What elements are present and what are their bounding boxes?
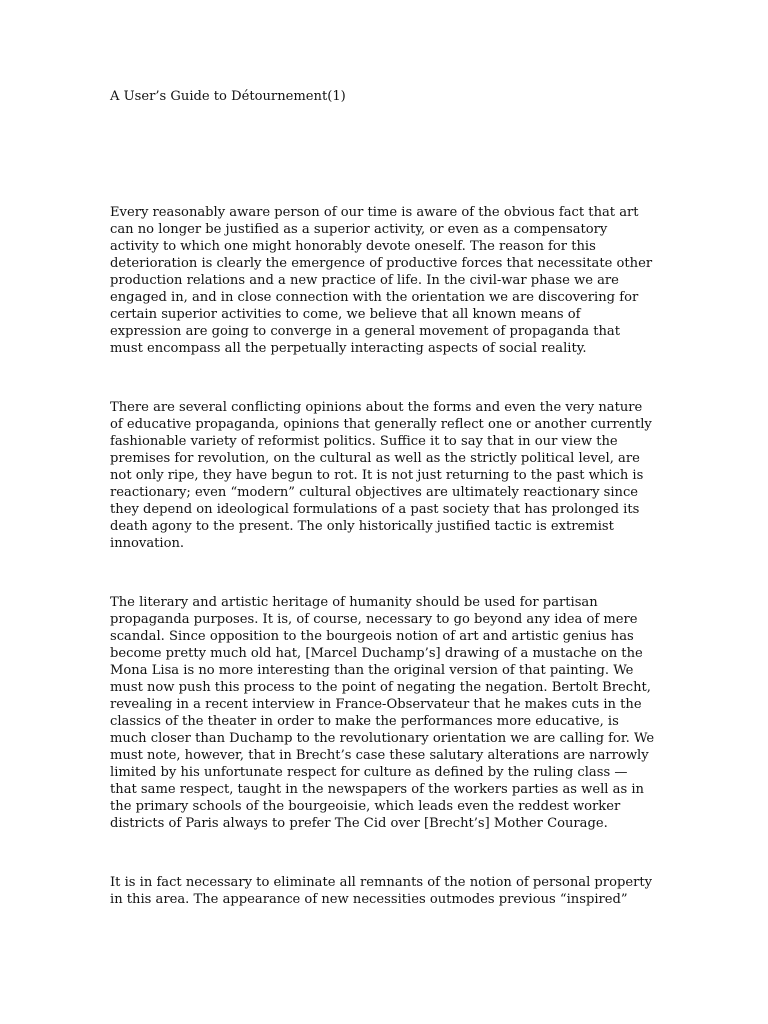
document-title: A User’s Guide to Détournement(1) [110,89,346,104]
paragraph-2: There are several conflicting opinions about the forms and even the very nature of educative propaganda, opinions that generally reflect one or another currently fashionable variety of reformist politics. Suffice it to say that in our view the premises for revolution, on the cultural as well as the strictly political level, are not only ripe, they have begun to rot. It is not just returning to the past which is reactionary; even “modern” cultural objectives are ultimately reactionary since they depend on ideological formulations of a past society that has prolonged its death agony to the present. The only historically justified tactic is extremist innovation. [110,400,652,551]
paragraph-3: The literary and artistic heritage of humanity should be used for partisan propaganda purposes. It is, of course, necessary to go beyond any idea of mere scandal. Since opposition to the bourgeois notion of art and artistic genius has become pretty much old hat, [Marcel Duchamp’s] drawing of a mustache on the Mona Lisa is no more interesting than the original version of that painting. We must now push this process to the point of negating the negation. Bertolt Brecht, revealing in a recent interview in France-Observateur that he makes cuts in the classics of the theater in order to make the performances more educative, is much closer than Duchamp to the revolutionary orientation we are calling for. We must note, however, that in Brecht’s case these salutary alterations are narrowly limited by his unfortunate respect for culture as defined by the ruling class — that same respect, taught in the newspapers of the workers parties as well as in the primary schools of the bourgeoisie, which leads even the reddest worker districts of Paris always to prefer The Cid over [Brecht’s] Mother Courage. [110,595,655,831]
paragraph-4: It is in fact necessary to eliminate all remnants of the notion of personal property in this area. The appearance of new necessities outmodes previous “inspired” [110,875,653,907]
paragraph-1: Every reasonably aware person of our time is aware of the obvious fact that art can no longer be justified as a superior activity, or even as a compensatory activity to which one might honorably devote oneself. The reason for this deterioration is clearly the emergence of productive forces that necessitate other production relations and a new practice of life. In the civil-war phase we are engaged in, and in close connection with the orientation we are discovering for certain superior activities to come, we believe that all known means of expression are going to converge in a general movement of propaganda that must encompass all the perpetually interacting aspects of social reality. [110,205,653,356]
